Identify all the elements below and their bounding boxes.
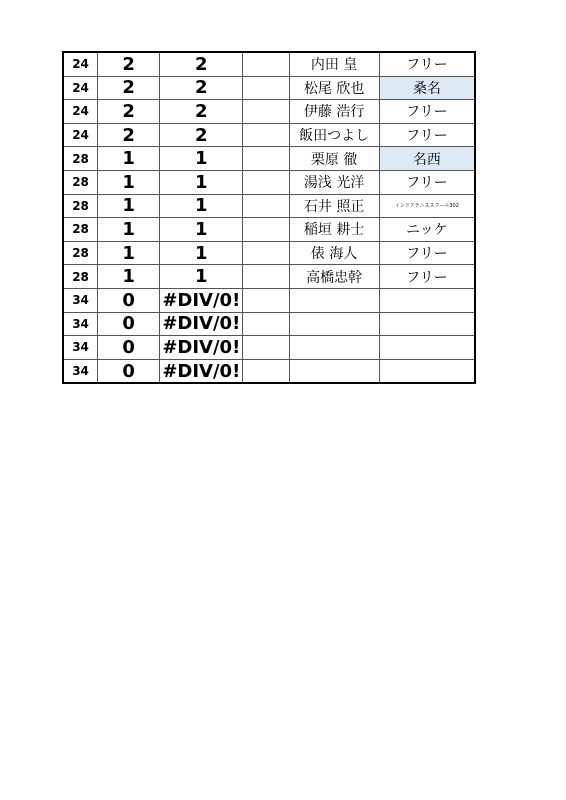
- score-a-cell: 1: [98, 265, 160, 289]
- score-a-cell: 2: [98, 52, 160, 76]
- blank-cell: [243, 123, 289, 147]
- rank-cell: 28: [63, 147, 98, 171]
- rank-cell: 24: [63, 100, 98, 124]
- table-row: [63, 147, 475, 171]
- table-row: [63, 288, 475, 312]
- club-cell: フリー: [379, 170, 475, 194]
- club-cell: フリー: [379, 241, 475, 265]
- rank-cell: 24: [63, 52, 98, 76]
- player-name-cell: 石井 照正: [289, 194, 379, 218]
- rank-cell: 28: [63, 218, 98, 242]
- club-cell: 名西: [379, 147, 475, 171]
- table-row: [63, 76, 475, 100]
- score-b-cell: 1: [160, 265, 243, 289]
- club-cell: フリー: [379, 52, 475, 76]
- player-name-cell: [289, 288, 379, 312]
- score-b-cell: 1: [160, 147, 243, 171]
- score-b-cell: #DIV/0!: [160, 312, 243, 336]
- score-a-cell: 2: [98, 123, 160, 147]
- score-a-cell: 1: [98, 194, 160, 218]
- score-a-cell: 2: [98, 76, 160, 100]
- rank-cell: 34: [63, 359, 98, 383]
- player-name-cell: 高橋忠幹: [289, 265, 379, 289]
- table-row: [63, 52, 475, 76]
- table-row: [63, 100, 475, 124]
- club-cell: ニッケ: [379, 218, 475, 242]
- club-cell: [379, 336, 475, 360]
- blank-cell: [243, 147, 289, 171]
- blank-cell: [243, 170, 289, 194]
- score-a-cell: 0: [98, 312, 160, 336]
- player-name-cell: 俵 海人: [289, 241, 379, 265]
- player-name-cell: [289, 312, 379, 336]
- player-name-cell: 湯浅 光洋: [289, 170, 379, 194]
- blank-cell: [243, 265, 289, 289]
- blank-cell: [243, 312, 289, 336]
- rank-cell: 34: [63, 312, 98, 336]
- blank-cell: [243, 194, 289, 218]
- blank-cell: [243, 288, 289, 312]
- table-row: [63, 218, 475, 242]
- rank-cell: 28: [63, 194, 98, 218]
- score-b-cell: 2: [160, 123, 243, 147]
- club-cell: インドアテニススクール302: [379, 194, 475, 218]
- score-b-cell: 1: [160, 218, 243, 242]
- blank-cell: [243, 336, 289, 360]
- ranking-table: [62, 51, 476, 384]
- score-a-cell: 1: [98, 218, 160, 242]
- table-row: [63, 312, 475, 336]
- score-a-cell: 0: [98, 336, 160, 360]
- player-name-cell: [289, 336, 379, 360]
- score-a-cell: 2: [98, 100, 160, 124]
- player-name-cell: 飯田つよし: [289, 123, 379, 147]
- player-name-cell: 栗原 徹: [289, 147, 379, 171]
- rank-cell: 28: [63, 241, 98, 265]
- score-a-cell: 0: [98, 359, 160, 383]
- blank-cell: [243, 359, 289, 383]
- ranking-sheet: [62, 51, 476, 384]
- table-row: [63, 359, 475, 383]
- club-cell: フリー: [379, 265, 475, 289]
- club-cell: 桑名: [379, 76, 475, 100]
- ranking-table-body: [63, 52, 475, 383]
- score-b-cell: 1: [160, 241, 243, 265]
- table-row: [63, 123, 475, 147]
- rank-cell: 28: [63, 170, 98, 194]
- club-cell: [379, 359, 475, 383]
- blank-cell: [243, 241, 289, 265]
- player-name-cell: 稲垣 耕士: [289, 218, 379, 242]
- score-b-cell: 1: [160, 170, 243, 194]
- score-b-cell: #DIV/0!: [160, 336, 243, 360]
- score-b-cell: 2: [160, 76, 243, 100]
- score-a-cell: 1: [98, 170, 160, 194]
- score-b-cell: #DIV/0!: [160, 288, 243, 312]
- player-name-cell: 伊藤 浩行: [289, 100, 379, 124]
- club-cell: フリー: [379, 123, 475, 147]
- blank-cell: [243, 218, 289, 242]
- player-name-cell: [289, 359, 379, 383]
- club-cell: [379, 288, 475, 312]
- rank-cell: 24: [63, 123, 98, 147]
- score-b-cell: #DIV/0!: [160, 359, 243, 383]
- score-b-cell: 2: [160, 100, 243, 124]
- blank-cell: [243, 100, 289, 124]
- rank-cell: 24: [63, 76, 98, 100]
- score-a-cell: 0: [98, 288, 160, 312]
- score-a-cell: 1: [98, 147, 160, 171]
- rank-cell: 34: [63, 336, 98, 360]
- table-row: [63, 241, 475, 265]
- table-row: [63, 336, 475, 360]
- rank-cell: 34: [63, 288, 98, 312]
- blank-cell: [243, 52, 289, 76]
- table-row: [63, 265, 475, 289]
- score-b-cell: 2: [160, 52, 243, 76]
- player-name-cell: 内田 皇: [289, 52, 379, 76]
- blank-cell: [243, 76, 289, 100]
- club-cell: [379, 312, 475, 336]
- table-row: [63, 170, 475, 194]
- score-b-cell: 1: [160, 194, 243, 218]
- club-cell: フリー: [379, 100, 475, 124]
- table-row: [63, 194, 475, 218]
- player-name-cell: 松尾 欣也: [289, 76, 379, 100]
- rank-cell: 28: [63, 265, 98, 289]
- score-a-cell: 1: [98, 241, 160, 265]
